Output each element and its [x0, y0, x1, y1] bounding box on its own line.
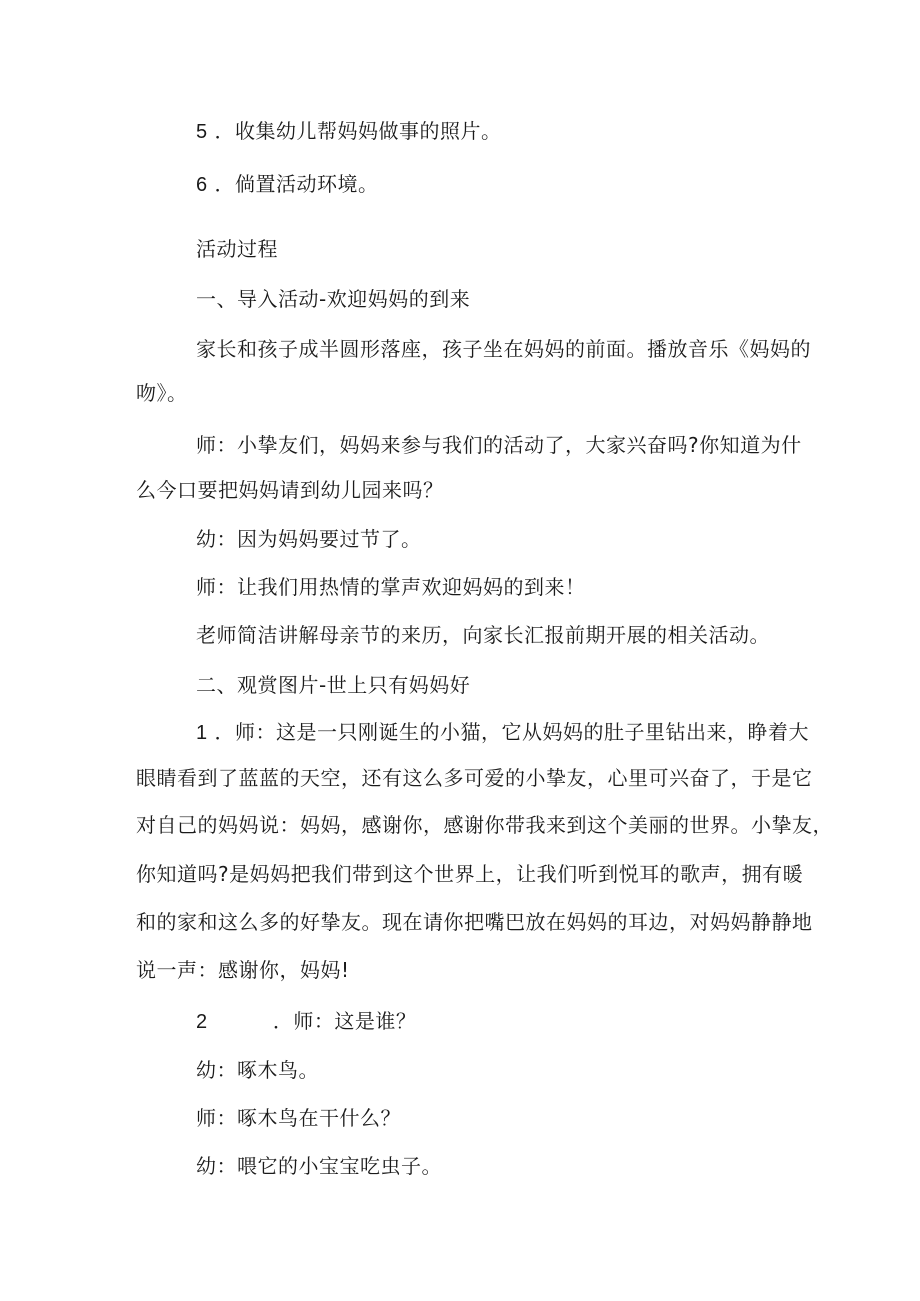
item-number: 1: [196, 722, 208, 744]
part2-item1-line4: 你知道吗?是妈妈把我们带到这个世界上，让我们听到悦耳的歌声，拥有暖: [136, 862, 804, 886]
part2-item1-line6: 说一声：感谢你，妈妈!: [136, 958, 350, 982]
prep-item-number: 6: [196, 174, 208, 196]
part1-intro-line2: 吻》。: [136, 381, 188, 405]
prep-item-text: ．收集幼儿帮妈妈做事的照片。: [214, 119, 502, 143]
part1-teacher1-line2: 么今口要把妈妈请到幼儿园来吗？: [136, 478, 444, 502]
prep-item-5: [196, 119, 501, 144]
part1-explain: 老师简洁讲解母亲节的来历，向家长汇报前期开展的相关活动。: [196, 623, 770, 647]
part2-item1-line5: 和的家和这么多的好挚友。现在请你把嘴巴放在妈妈的耳边，对妈妈静静地: [136, 910, 813, 934]
part2-title: 二、观赏图片-世上只有妈妈好: [196, 673, 471, 697]
part1-intro-line1: 家长和孩子成半圆形落座，孩子坐在妈妈的前面。播放音乐《妈妈的: [196, 337, 811, 361]
part1-teacher1-line1: 师：小挚友们，妈妈来参与我们的活动了，大家兴奋吗?你知道为什: [196, 433, 802, 457]
prep-item-number: 5: [196, 121, 208, 143]
part1-child1: 幼：因为妈妈要过节了。: [196, 527, 422, 551]
prep-item-text: ．倘置活动环境。: [214, 172, 379, 196]
part2-item1-line1: [196, 720, 809, 745]
section-heading: 活动过程: [196, 237, 278, 261]
part2-child3: 幼：喂它的小宝宝吃虫子。: [196, 1154, 442, 1178]
item-text: ．师：这是一只刚诞生的小猫，它从妈妈的肚子里钻出来，睁着大: [214, 720, 809, 744]
item-number: 2: [196, 1011, 208, 1033]
item-text: ．师：这是谁？: [272, 1009, 417, 1033]
part2-child2: 幼：啄木鸟。: [196, 1058, 319, 1082]
part2-item2: [196, 1009, 416, 1034]
part2-teacher3: 师：啄木鸟在干什么？: [196, 1106, 401, 1130]
part1-teacher2: 师：让我们用热情的掌声欢迎妈妈的到来！: [196, 575, 586, 599]
prep-item-6: [196, 172, 378, 197]
part2-item1-line2: 眼睛看到了蓝蓝的天空，还有这么多可爱的小挚友，心里可兴奋了，于是它: [136, 766, 813, 790]
part1-title: 一、导入活动-欢迎妈妈的到来: [196, 287, 471, 311]
part2-item1-line3: 对自己的妈妈说：妈妈，感谢你，感谢你带我来到这个美丽的世界。小挚友，: [136, 813, 833, 837]
